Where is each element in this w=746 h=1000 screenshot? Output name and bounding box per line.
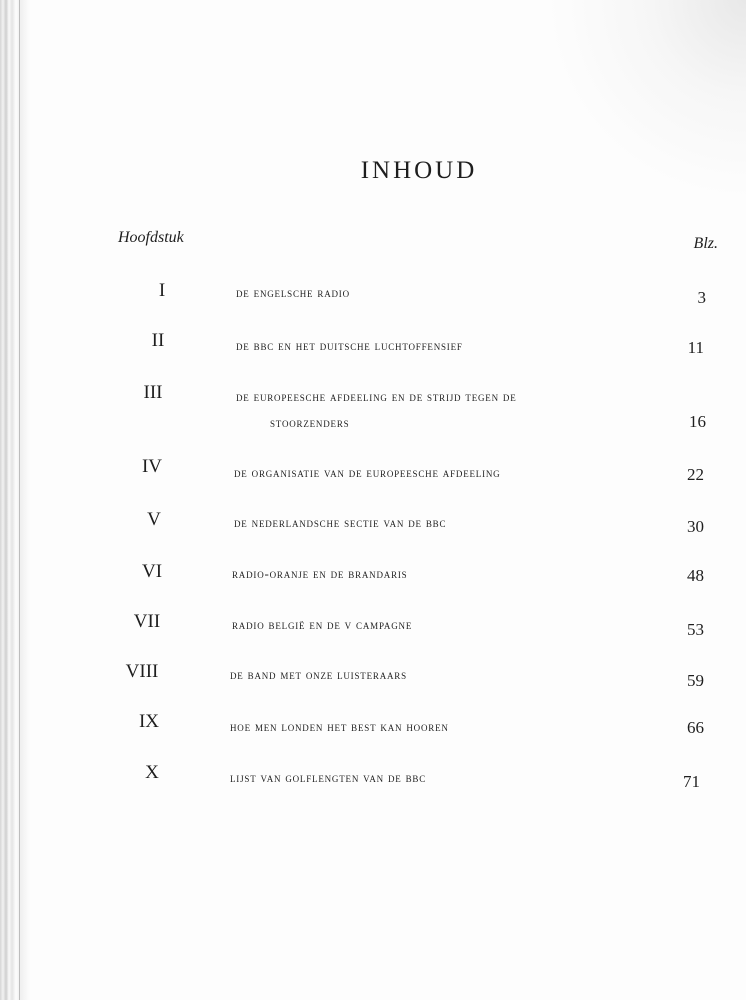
- chapter-numeral: VII: [133, 611, 161, 632]
- chapter-title: radio-oranje en de brandaris: [232, 566, 408, 581]
- chapter-numeral: VI: [141, 561, 163, 582]
- chapter-numeral: X: [145, 762, 159, 783]
- chapter-page: 11: [687, 338, 704, 357]
- chapter-title: de bbc en het duitsche luchtoffensief: [236, 338, 463, 353]
- binding-edge: [0, 0, 30, 1000]
- chapter-numeral: V: [147, 509, 161, 530]
- chapter-title: [236, 384, 656, 436]
- chapter-title: hoe men londen het best kan hooren: [230, 719, 449, 734]
- chapter-page: 53: [687, 620, 704, 639]
- chapter-page: 71: [683, 772, 700, 791]
- chapter-numeral: III: [143, 382, 163, 403]
- chapter-page: 22: [687, 465, 704, 484]
- chapter-page: 59: [687, 671, 704, 690]
- page-title: INHOUD: [360, 157, 478, 184]
- chapter-page: 30: [687, 517, 704, 536]
- chapter-page: 66: [687, 718, 704, 737]
- chapter-numeral: IV: [141, 456, 163, 477]
- chapter-title: radio belgië en de v campagne: [232, 617, 413, 632]
- chapter-page: 16: [689, 412, 706, 431]
- chapter-numeral: IX: [138, 711, 160, 732]
- page-column-label: Blz.: [693, 235, 718, 252]
- chapter-numeral: II: [151, 330, 165, 351]
- chapter-title-line-1: de europeesche afdeeling en de strijd tegen de: [236, 389, 517, 404]
- binding-line: [19, 0, 20, 1000]
- chapter-column-label: Hoofdstuk: [118, 229, 184, 246]
- chapter-title: de band met onze luisteraars: [230, 667, 407, 682]
- chapter-title: de nederlandsche sectie van de bbc: [234, 515, 447, 530]
- chapter-title: de organisatie van de europeesche afdeeling: [234, 465, 501, 480]
- chapter-numeral: I: [158, 280, 166, 301]
- chapter-page: 48: [687, 566, 704, 585]
- chapter-page: 3: [697, 288, 706, 307]
- chapter-numeral: VIII: [125, 661, 159, 682]
- chapter-title: de engelsche radio: [236, 285, 350, 300]
- chapter-title-line-2: stoorzenders: [270, 415, 350, 430]
- chapter-title: lijst van golflengten van de bbc: [230, 770, 427, 785]
